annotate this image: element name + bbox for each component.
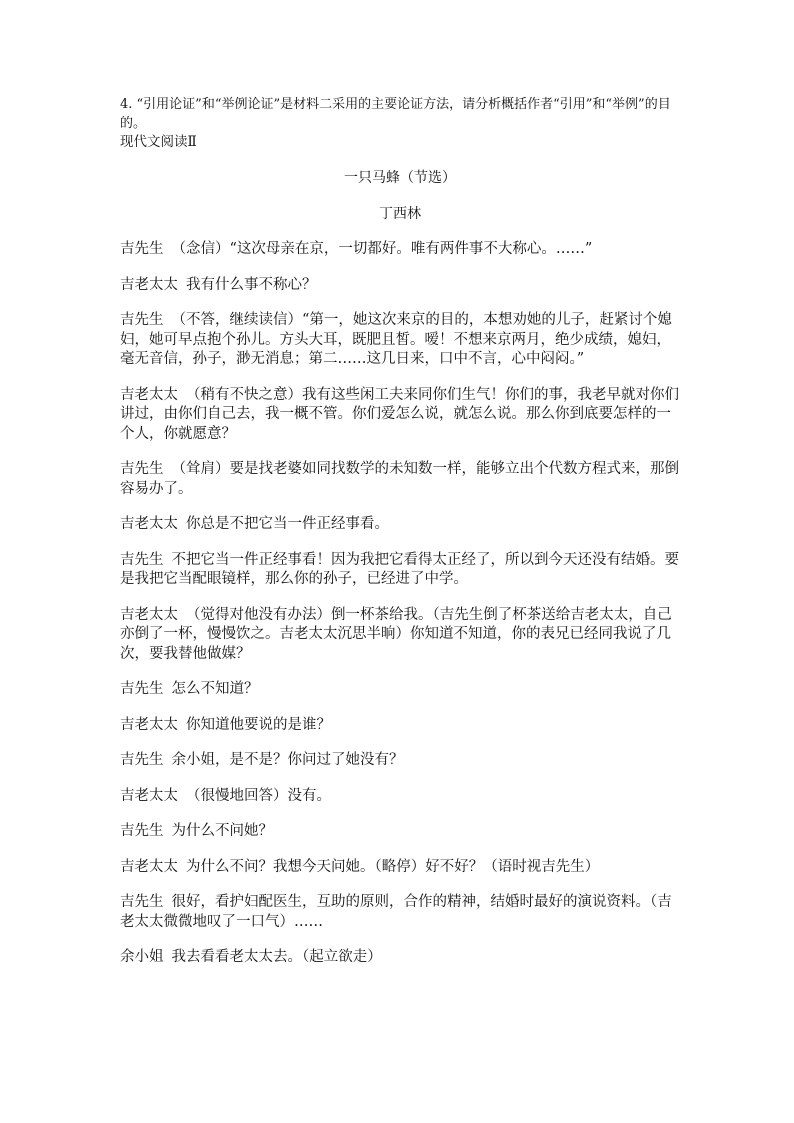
speaker: 吉先生 [120,823,164,839]
line-text: 余小姐，是不是？你问过了她没有？ [171,752,404,768]
dialogue-line [120,460,680,499]
line-text: 我去看看老太太去。（起立欲走） [171,949,382,965]
dialogue-line [120,716,680,736]
dialogue-line [120,751,680,771]
dialogue-line [120,858,680,878]
dialogue-line [120,515,680,535]
line-text: （觉得对他没有办法）倒一杯茶给我。（吉先生倒了杯茶送给吉老太太，自己亦倒了一杯，慢慢饮之。吉老太太沉思半晌）你知道不知道，你的表兄已经同我说了几次，要我替他做媒？ [120,606,672,662]
section-title: 现代文阅读Ⅱ [120,134,197,150]
speaker: 吉先生 [120,894,164,910]
speaker: 吉先生 [120,551,164,568]
speaker: 吉老太太 [120,787,178,804]
dialogue-line [120,680,680,700]
speaker: 吉先生 [120,312,164,328]
line-text: 不把它当一件正经事看！因为我把它看得太正经了，所以到今天还没有结婚。要是我把它当配眼镜样，那么你的孙子，已经进了中学。 [120,551,679,587]
line-text: 为什么不问？我想今天问她。（略停）好不好？（语时视吉先生） [186,858,600,875]
speaker: 吉老太太 [120,716,178,733]
dialogue-line [120,276,680,296]
dialogue-line [120,551,680,590]
speaker: 余小姐 [120,949,164,965]
line-text: 很好，看护妇配医生，互助的原则，合作的精神，结婚时最好的演说资料。（吉老太太微微地叹了一口气）…… [120,894,672,930]
work-title: 一只马蜂（节选） [344,170,456,186]
speaker: 吉先生 [120,752,164,768]
line-text: 你总是不把它当一件正经事看。 [186,516,389,532]
question-4: 4. “引用论证”和“举例论证”是材料二采用的主要论证方法，请分析概括作者“引用”和“举例”的目的。 [120,97,671,131]
line-text: （耸肩）要是找老婆如同找数学的未知数一样，能够立出个代数方程式来，那倒容易办了。 [120,461,679,497]
dialogue-line [120,893,680,932]
line-text: 你知道他要说的是谁？ [186,716,331,733]
line-text: （不答，继续读信）“第一，她这次来京的目的，本想劝她的儿子，赶紧讨个媳妇，她可早点抱个孙儿。方头大耳，既肥且皙。嗳！不想来京两月，绝少成绩，媳妇，毫无音信，孙子，渺无消息；第二……这几日来，口中不言，心中闷闷。” [120,312,672,367]
line-text: 我有什么事不称心？ [186,276,317,293]
dialogue [120,240,680,968]
line-text: 为什么不问她？ [171,823,273,839]
dialogue-line [120,240,680,260]
dialogue-line [120,787,680,807]
author: 丁西林 [379,206,421,222]
speaker: 吉先生 [120,461,164,477]
speaker: 吉老太太 [120,386,178,403]
speaker: 吉老太太 [120,276,178,293]
speaker: 吉老太太 [120,858,178,875]
speaker: 吉老太太 [120,606,178,623]
speaker: 吉先生 [120,681,164,697]
line-text: （念信）“这次母亲在京，一切都好。唯有两件事不大称心。……” [171,241,593,257]
dialogue-line [120,311,680,370]
dialogue-line [120,822,680,842]
speaker: 吉老太太 [120,516,178,532]
dialogue-line [120,606,680,665]
speaker: 吉先生 [120,241,164,257]
line-text: （很慢地回答）没有。 [186,787,331,804]
dialogue-line [120,948,680,968]
document-page [120,95,680,968]
dialogue-line [120,386,680,445]
line-text: （稍有不快之意）我有这些闲工夫来同你们生气！你们的事，我老早就对你们讲过，由你们自己去，我一概不管。你们爱怎么说，就怎么说。那么你到底要怎样的一个人，你就愿意？ [120,386,679,442]
line-text: 怎么不知道？ [171,681,259,697]
